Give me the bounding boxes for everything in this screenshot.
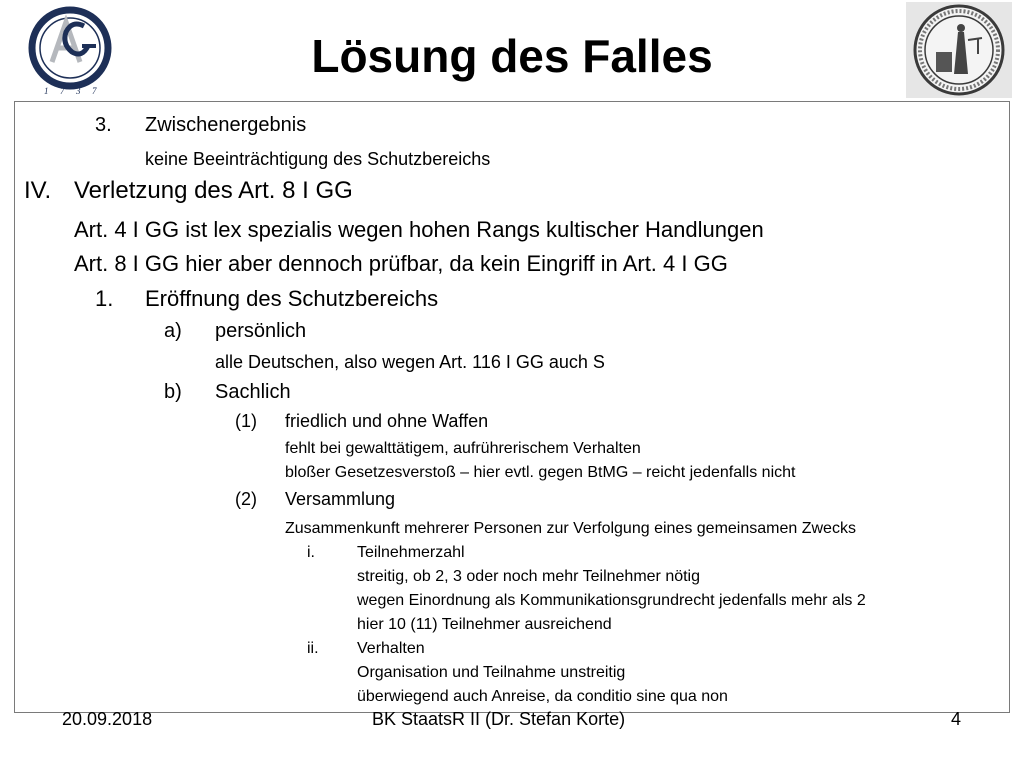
list-item-text: Art. 8 I GG hier aber dennoch prüfbar, da kein Eingriff in Art. 4 I GG xyxy=(74,251,728,276)
list-item-text: alle Deutschen, also wegen Art. 116 I GG auch S xyxy=(215,352,605,372)
list-marker: i. xyxy=(307,544,315,561)
list-item-text: Organisation und Teilnahme unstreitig xyxy=(357,664,626,681)
list-item-text: persönlich xyxy=(215,320,307,342)
list-item-text: bloßer Gesetzesverstoß – hier evtl. gegen BtMG – reicht jedenfalls nicht xyxy=(285,464,796,481)
list-item-text: keine Beeinträchtigung des Schutzbereichs xyxy=(145,149,491,169)
list-item-text: Verhalten xyxy=(357,640,425,657)
list-item-text: überwiegend auch Anreise, da conditio sine qua non xyxy=(357,688,728,705)
list-marker: ii. xyxy=(307,640,319,657)
list-item-text: Art. 4 I GG ist lex spezialis wegen hohen Rangs kultischer Handlungen xyxy=(74,217,764,242)
list-item-text: friedlich und ohne Waffen xyxy=(285,411,489,431)
list-marker: b) xyxy=(164,381,182,403)
list-item-text: Sachlich xyxy=(215,381,291,403)
list-item-text: Zusammenkunft mehrerer Personen zur Verfolgung eines gemeinsamen Zwecks xyxy=(285,520,856,537)
list-item xyxy=(95,114,112,137)
list-item-text: fehlt bei gewalttätigem, aufrührerischem Verhalten xyxy=(285,440,641,457)
logo-year-digit: 1 xyxy=(44,86,49,96)
logo-year-digit: 7 xyxy=(92,86,97,96)
list-marker: (1) xyxy=(235,411,257,431)
list-marker: 3. xyxy=(95,114,112,136)
logo-year-digit: 7 xyxy=(60,86,65,96)
list-marker: a) xyxy=(164,320,182,342)
footer-course: BK StaatsR II (Dr. Stefan Korte) xyxy=(372,709,626,729)
list-item-text: Versammlung xyxy=(285,489,396,509)
footer-date: 20.09.2018 xyxy=(62,709,153,729)
list-item-text: hier 10 (11) Teilnehmer ausreichend xyxy=(357,616,612,633)
list-marker: (2) xyxy=(235,489,257,509)
footer-page-number: 4 xyxy=(951,709,962,729)
list-item-text: streitig, ob 2, 3 oder noch mehr Teilnehmer nötig xyxy=(357,568,701,585)
list-item-text: wegen Einordnung als Kommunikationsgrundrecht jedenfalls mehr als 2 xyxy=(357,592,866,609)
list-marker: 1. xyxy=(95,286,114,311)
list-item-text: Zwischenergebnis xyxy=(145,114,307,136)
list-item-text: Eröffnung des Schutzbereichs xyxy=(145,286,439,311)
logo-year-digit: 3 xyxy=(76,86,81,96)
list-item-text: Verletzung des Art. 8 I GG xyxy=(74,177,353,204)
list-item-text: Teilnehmerzahl xyxy=(357,544,465,561)
list-marker: IV. xyxy=(24,177,52,204)
slide-title: Lösung des Falles xyxy=(311,30,713,82)
